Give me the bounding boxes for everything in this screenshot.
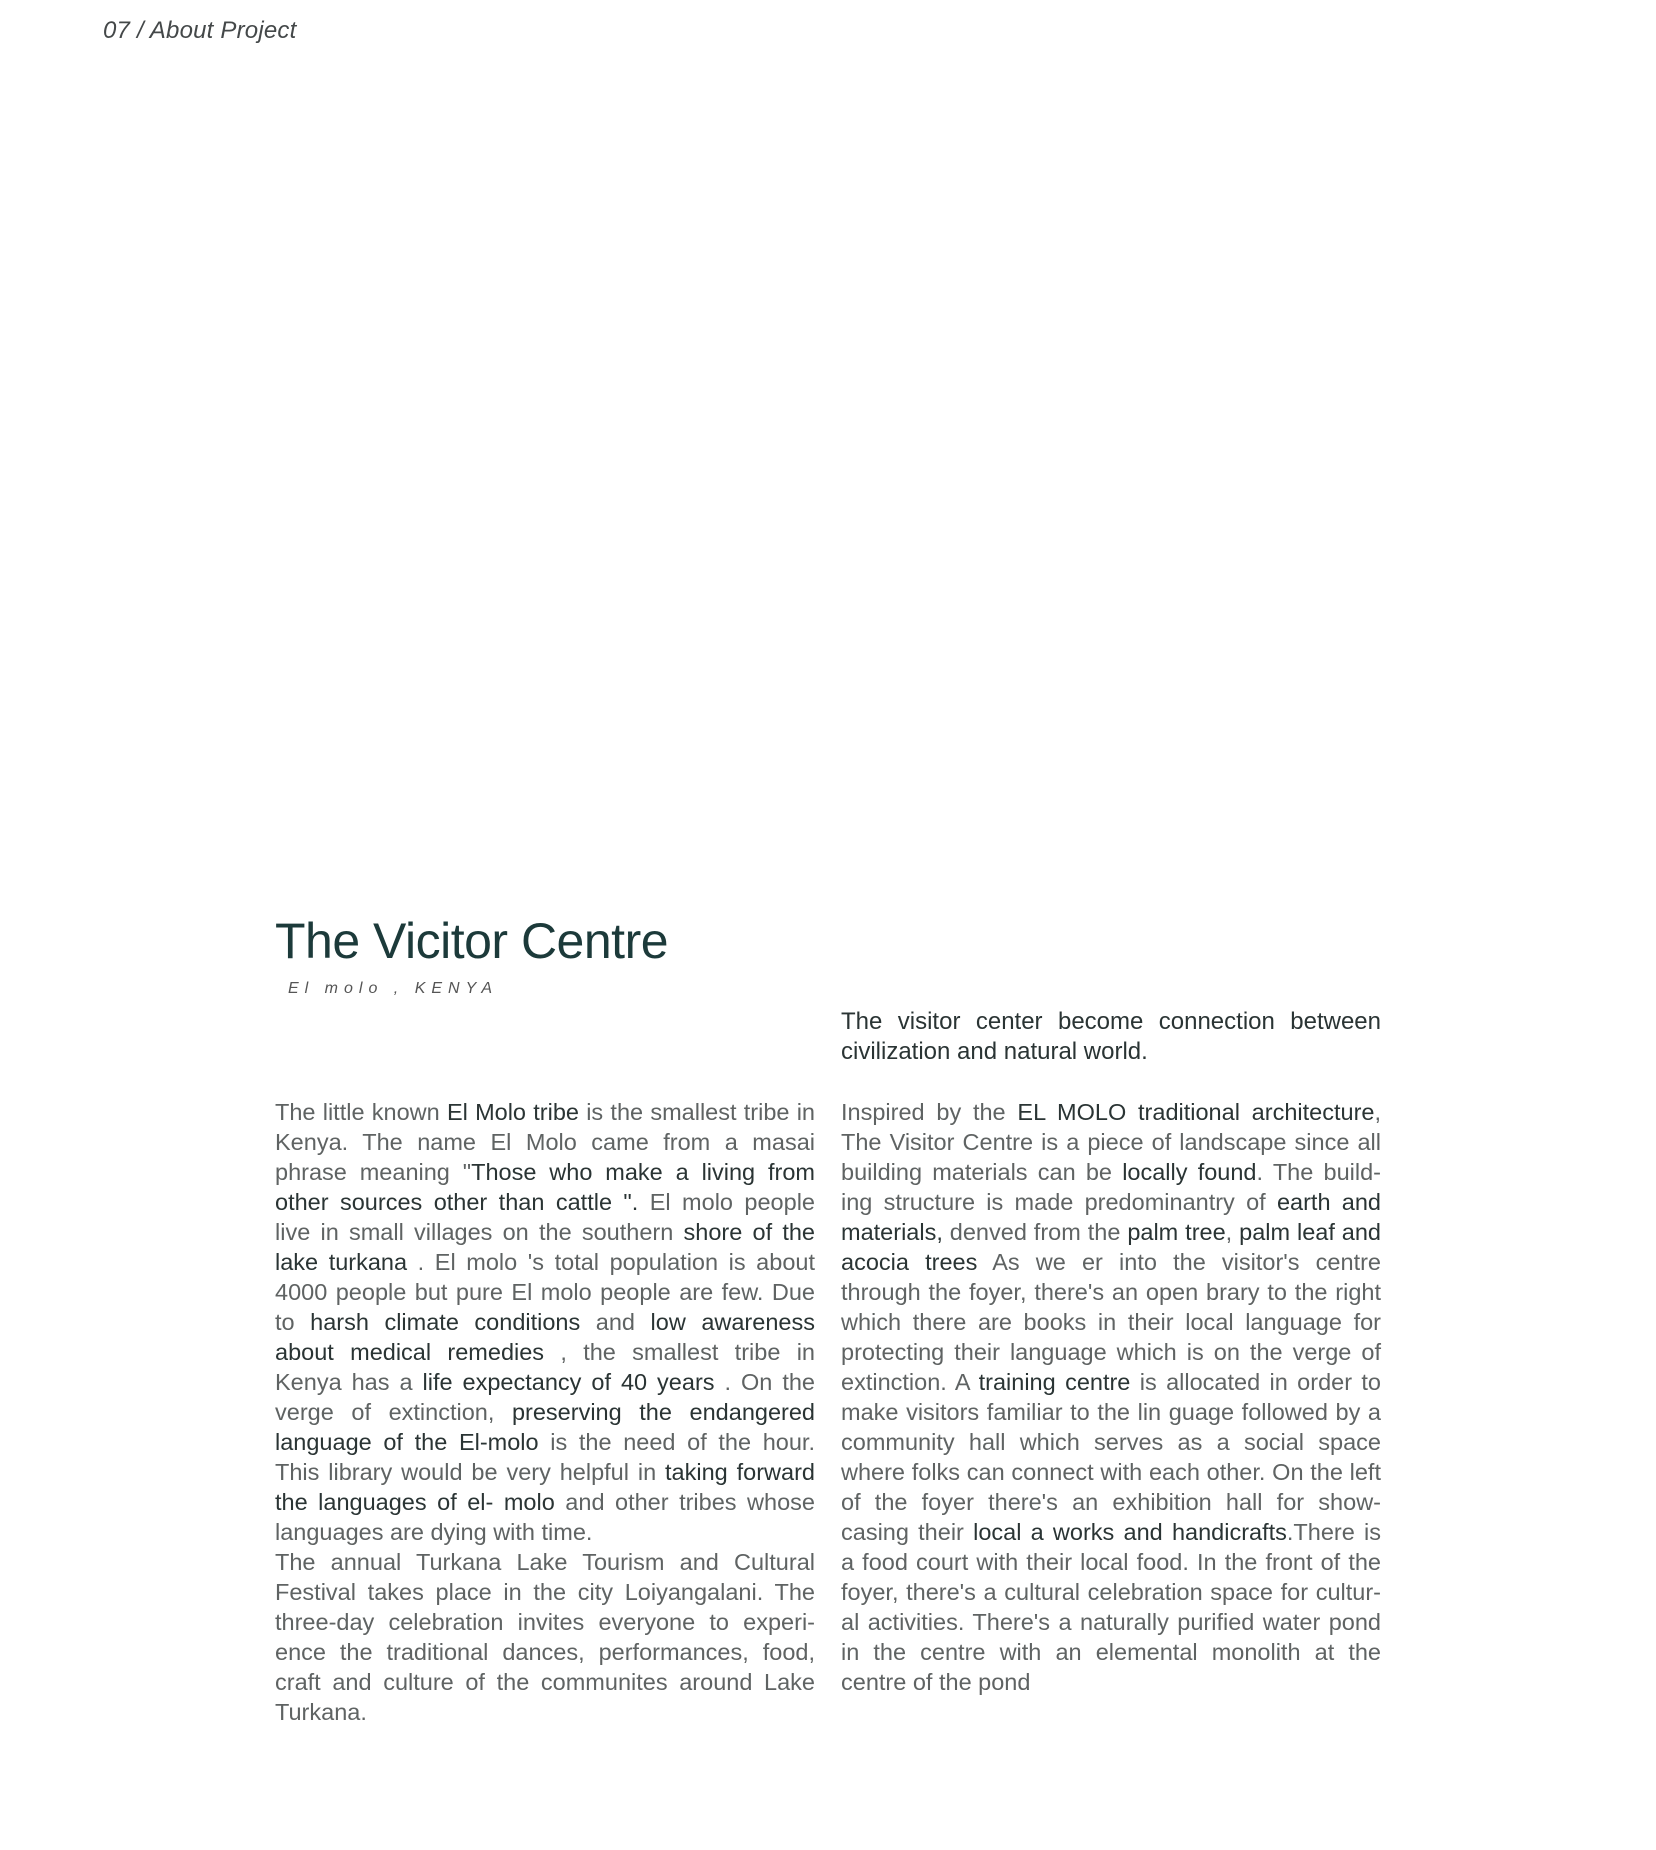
- body-text: . On the verge of extinction,: [275, 1369, 815, 1425]
- emphasis-text: training centre: [978, 1369, 1131, 1395]
- emphasis-text: preserving the endangered language of the El-molo: [275, 1399, 815, 1455]
- body-text: is the need of the hour. This library would be very helpful in: [275, 1429, 815, 1485]
- emphasis-text: EL MOLO traditional architecture: [1017, 1099, 1375, 1125]
- body-text: . El molo 's total population is about 4000 people but pure El molo people are few. Due to: [275, 1249, 815, 1335]
- emphasis-text: Those who make a living from other sources other than cattle ".: [275, 1159, 816, 1215]
- emphasis-text: taking forward the languages of el- molo: [275, 1459, 815, 1515]
- body-text: .There is a food court with their local food. In the front of the foyer, there's a cultural celebration space for cultur-al activities. There's a naturally purified water pond in the centre with an elemental monolith at the centre of the pond: [841, 1519, 1382, 1695]
- emphasis-text: shore of the lake turkana: [275, 1219, 815, 1275]
- body-text: is the smallest tribe in Kenya. The name El Molo came from a masai phrase meaning ": [275, 1099, 815, 1185]
- emphasis-text: palm leaf and acocia trees: [841, 1219, 1381, 1275]
- emphasis-text: earth and materials,: [841, 1189, 1381, 1245]
- emphasis-text: El Molo tribe: [446, 1099, 579, 1125]
- emphasis-text: life expectancy of 40 years: [422, 1369, 715, 1395]
- architecture-paragraph: [841, 1097, 1381, 1697]
- emphasis-text: palm tree: [1127, 1219, 1226, 1245]
- location-subtitle: El molo , KENYA: [288, 980, 499, 997]
- emphasis-text: low awareness about medical remedies: [275, 1309, 815, 1365]
- emphasis-text: locally found: [1122, 1159, 1257, 1185]
- body-text: ,: [1225, 1219, 1240, 1245]
- left-text-column: [275, 1097, 815, 1727]
- body-text: denved from the: [942, 1219, 1128, 1245]
- body-text: . The build-ing structure is made predominantry of: [841, 1159, 1381, 1215]
- body-text: , the smallest tribe in Kenya has a: [275, 1339, 815, 1395]
- body-text: El molo people live in small villages on the southern: [275, 1189, 815, 1245]
- body-text: and: [580, 1309, 651, 1335]
- right-text-column: [841, 1097, 1381, 1697]
- tribe-paragraph: [275, 1097, 815, 1547]
- body-text: As we er into the visitor's centre through the foyer, there's an open brary to the right which there are books in their local language for protecting their language which is on the verge of extinction. A: [841, 1249, 1382, 1395]
- body-text: , The Visitor Centre is a piece of landscape since all building materials can be: [841, 1099, 1381, 1185]
- page-title: The Vicitor Centre: [275, 913, 669, 969]
- page-header: 07 / About Project: [103, 17, 297, 44]
- emphasis-text: harsh climate conditions: [310, 1309, 581, 1335]
- body-text: The annual Turkana Lake Tourism and Cultural Festival takes place in the city Loiyangalani. The three-day celebration invites everyone to experi-ence the traditional dances, performances, food, craft and culture of the communites around Lake Turkana.: [275, 1549, 815, 1725]
- body-text: The little known: [275, 1099, 447, 1125]
- emphasis-text: local a works and handicrafts: [973, 1519, 1287, 1545]
- lead-statement: The visitor center become connection between civilization and natural world.: [841, 1008, 1381, 1065]
- body-text: and other tribes whose languages are dying with time.: [275, 1489, 815, 1545]
- body-text: is allocated in order to make visitors familiar to the lin guage followed by a community hall which serves as a social space where folks can connect with each other. On the left of the foyer there's an exhibition hall for show-casing their: [841, 1369, 1382, 1545]
- body-text: Inspired by the: [841, 1099, 1018, 1125]
- festival-paragraph: [275, 1547, 815, 1727]
